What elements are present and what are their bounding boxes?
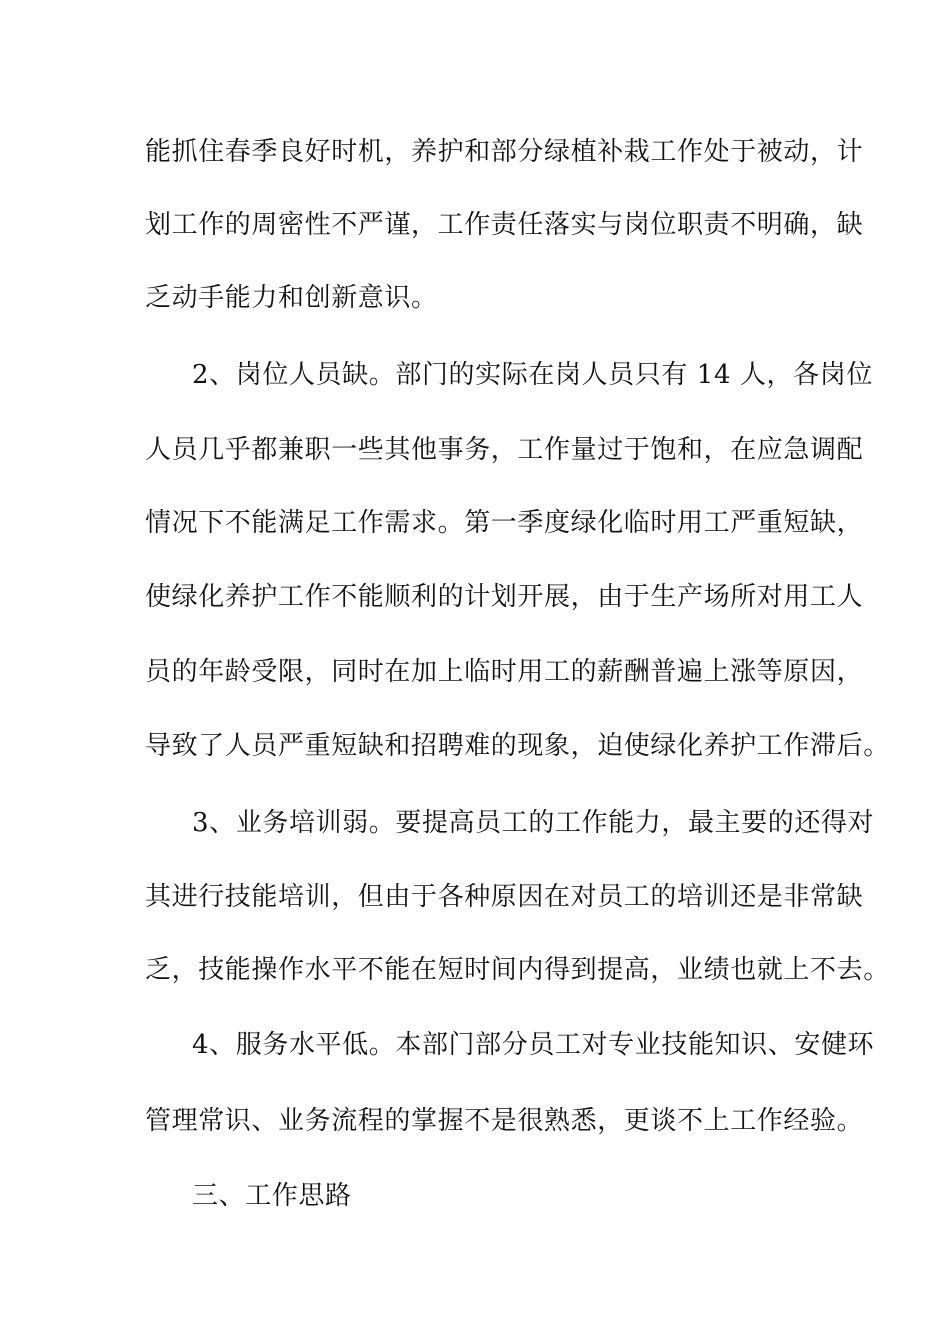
section-heading: 三、工作思路 <box>192 1181 352 1211</box>
text-line: 使绿化养护工作不能顺利的计划开展，由于生产场所对用工人 <box>145 582 864 612</box>
text-line: 情况下不能满足工作需求。第一季度绿化临时用工严重短缺， <box>145 508 864 538</box>
list-item-first-line: 4、服务水平低。本部门部分员工对专业技能知识、安健环 <box>192 1030 875 1060</box>
text-line: 划工作的周密性不严谨，工作责任落实与岗位职责不明确，缺 <box>145 210 864 240</box>
text-line: 管理常识、业务流程的掌握不是很熟悉，更谈不上工作经验。 <box>145 1106 864 1136</box>
text-line: 导致了人员严重短缺和招聘难的现象，迫使绿化养护工作滞后。 <box>145 731 890 761</box>
text-line: 乏动手能力和创新意识。 <box>145 283 438 313</box>
text-line: 人员几乎都兼职一些其他事务，工作量过于饱和，在应急调配 <box>145 435 864 465</box>
text-line: 其进行技能培训，但由于各种原因在对员工的培训还是非常缺 <box>145 882 864 912</box>
list-item-first-line: 3、业务培训弱。要提高员工的工作能力，最主要的还得对 <box>192 808 875 838</box>
text-line: 员的年龄受限，同时在加上临时用工的薪酬普遍上涨等原因， <box>145 657 864 687</box>
text-line: 乏，技能操作水平不能在短时间内得到提高，业绩也就上不去。 <box>145 955 890 985</box>
list-item-first-line: 2、岗位人员缺。部门的实际在岗人员只有 14 人，各岗位 <box>192 360 873 390</box>
text-line: 能抓住春季良好时机，养护和部分绿植补栽工作处于被动，计 <box>145 137 864 167</box>
